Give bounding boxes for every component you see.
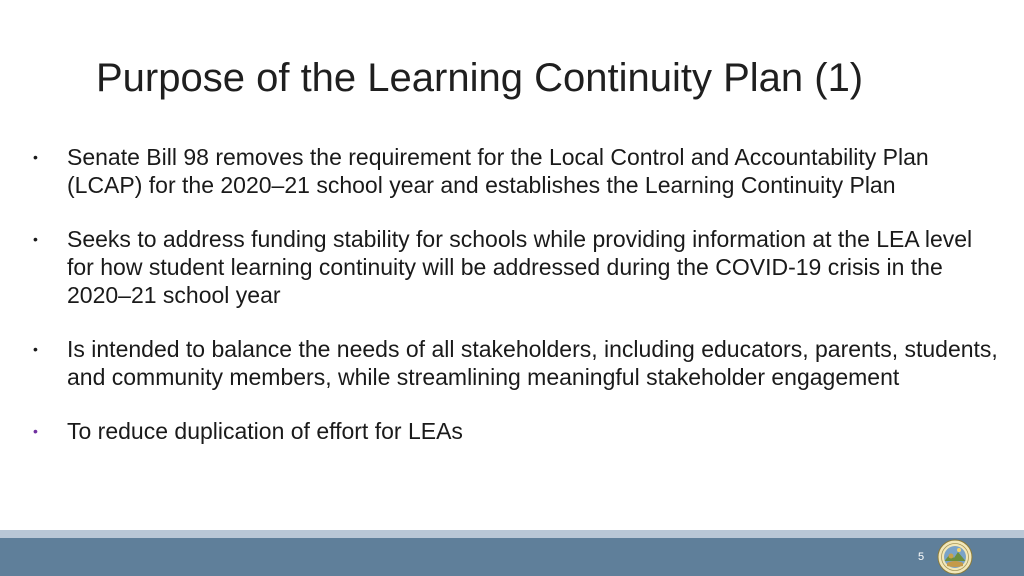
bullet-marker: • [33, 231, 38, 247]
footer-divider [0, 530, 1024, 538]
bullet-marker: • [33, 149, 38, 165]
bullet-item [28, 225, 1004, 309]
footer-bar [0, 538, 1024, 576]
bullet-marker: • [33, 341, 38, 357]
bullet-list [28, 143, 1004, 471]
bullet-text: Seeks to address funding stability for schools while providing information at the LEA level for how student learning continuity will be addressed during the COVID-19 crisis in the 2020–21 school year [67, 226, 973, 308]
bullet-item [28, 335, 1004, 391]
bullet-text: Is intended to balance the needs of all stakeholders, including educators, parents, students, and community members, while streamlining meaningful stakeholder engagement [67, 336, 998, 390]
bullet-item [28, 417, 1004, 445]
slide-title: Purpose of the Learning Continuity Plan (1) [96, 56, 864, 100]
bullet-item [28, 143, 1004, 199]
state-seal-icon [937, 539, 973, 575]
page-number: 5 [918, 551, 925, 563]
bullet-text: Senate Bill 98 removes the requirement for the Local Control and Accountability Plan (LCAP) for the 2020–21 school year and establishes the Learning Continuity Plan [67, 144, 929, 198]
bullet-text: To reduce duplication of effort for LEAs [67, 418, 463, 444]
bullet-marker: • [33, 423, 38, 439]
